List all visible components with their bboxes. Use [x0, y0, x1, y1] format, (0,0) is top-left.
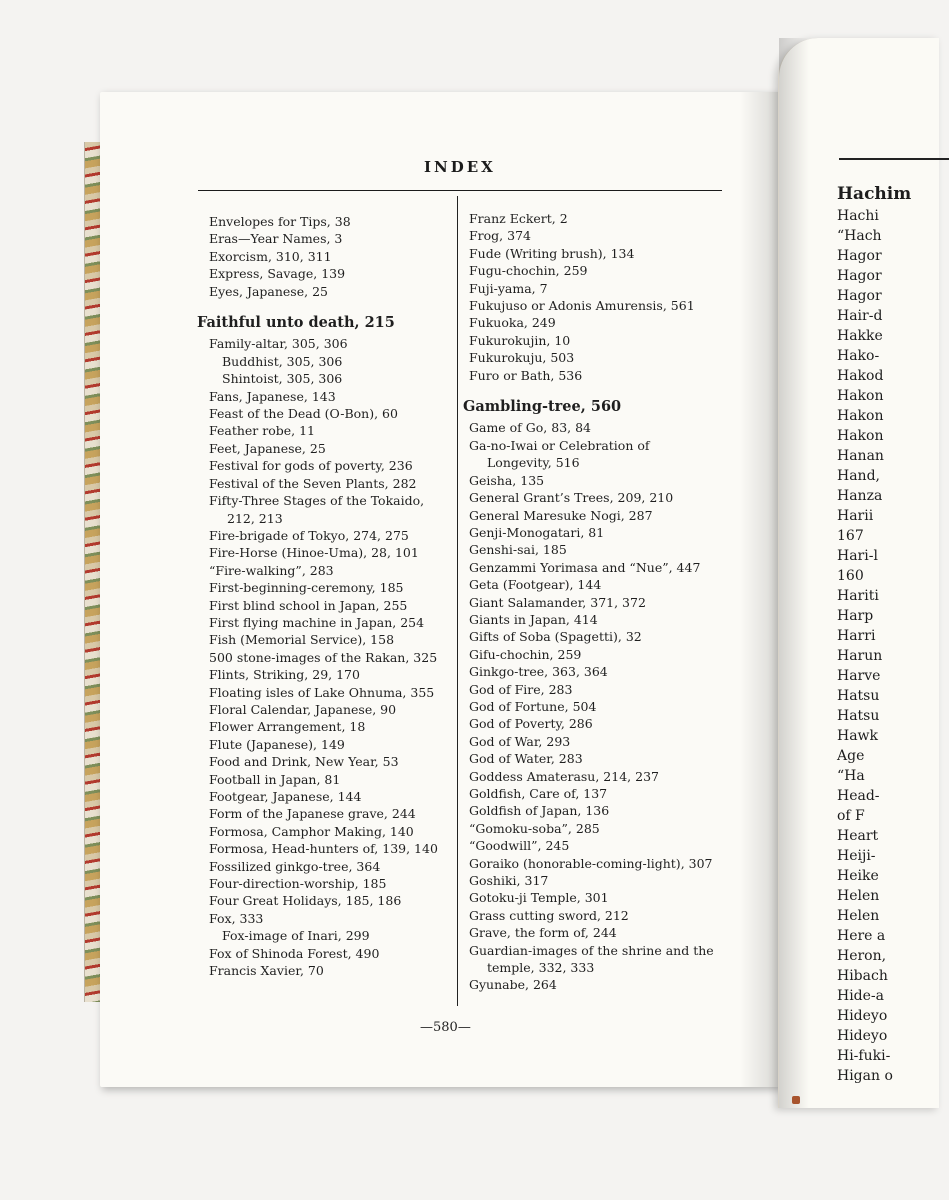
- index-entry: First blind school in Japan, 255: [209, 597, 408, 613]
- index-entry: Hako-: [837, 348, 880, 364]
- index-entry: Hakod: [837, 368, 884, 384]
- index-entry: Eyes, Japanese, 25: [209, 283, 328, 299]
- index-entry: Hatsu: [837, 708, 880, 724]
- index-entry: Heike: [837, 868, 879, 884]
- index-heading: Gambling-tree, 560: [463, 398, 622, 416]
- index-entry: Hand,: [837, 468, 880, 484]
- index-entry: God of Water, 283: [469, 751, 583, 767]
- index-entry: God of Fire, 283: [469, 681, 573, 697]
- book-tailband: [792, 1096, 800, 1104]
- index-entry: Fox of Shinoda Forest, 490: [209, 945, 380, 961]
- index-entry: Gyunabe, 264: [469, 977, 557, 993]
- index-entry: Fire-Horse (Hinoe-Uma), 28, 101: [209, 545, 419, 561]
- index-entry: General Maresuke Nogi, 287: [469, 507, 653, 523]
- index-entry: Buddhist, 305, 306: [222, 353, 343, 369]
- index-entry: Heron,: [837, 948, 887, 964]
- index-entry: Feast of the Dead (O-Bon), 60: [209, 406, 398, 422]
- index-entry: Express, Savage, 139: [209, 266, 346, 282]
- index-entry: Hanan: [837, 448, 884, 464]
- index-entry: Grave, the form of, 244: [469, 925, 617, 941]
- index-entry: Giants in Japan, 414: [469, 611, 598, 627]
- index-entry: Hakon: [837, 388, 884, 404]
- index-entry: Fifty-Three Stages of the Tokaido, 212, 213: [209, 493, 425, 526]
- right-page: [778, 38, 939, 1108]
- index-entry: Fukuoka, 249: [469, 315, 556, 331]
- index-heading: Hachim: [837, 184, 912, 204]
- column-divider: [457, 196, 458, 1006]
- index-entry: Gifts of Soba (Spagetti), 32: [469, 629, 642, 645]
- index-entry: Hide-a: [837, 988, 885, 1004]
- index-entry: Age: [837, 748, 865, 764]
- index-entry: Fude (Writing brush), 134: [469, 245, 635, 261]
- index-entry: Envelopes for Tips, 38: [209, 214, 351, 229]
- index-entry: Fire-brigade of Tokyo, 274, 275: [209, 527, 409, 543]
- index-entry: First flying machine in Japan, 254: [209, 614, 425, 630]
- index-entry: Hakke: [837, 328, 883, 344]
- index-entry: Festival of the Seven Plants, 282: [209, 475, 417, 491]
- index-entry: God of War, 293: [469, 733, 571, 749]
- index-entry: Guardian-images of the shrine and the temple, 332, 333: [469, 942, 714, 976]
- index-entry: Gifu-chochin, 259: [469, 646, 582, 662]
- index-entry: Higan o: [837, 1068, 893, 1084]
- index-entry: Goshiki, 317: [469, 873, 549, 889]
- index-entry: Hakon: [837, 408, 884, 424]
- index-entry: God of Fortune, 504: [469, 698, 597, 714]
- index-entry: 500 stone-images of the Rakan, 325: [209, 649, 438, 665]
- page-number: —580—: [420, 1020, 471, 1035]
- index-entry: Hi-fuki-: [837, 1048, 891, 1064]
- index-entry: Hari-l: [837, 548, 878, 564]
- index-entry: Flute (Japanese), 149: [209, 736, 345, 752]
- index-entry: Giant Salamander, 371, 372: [469, 594, 646, 610]
- index-entry: Fans, Japanese, 143: [209, 388, 336, 404]
- index-entry: General Grant’s Trees, 209, 210: [469, 490, 674, 506]
- index-entry: Fukurokuju, 503: [469, 350, 575, 366]
- index-entry: Genshi-sai, 185: [469, 542, 567, 558]
- index-entry: Family-altar, 305, 306: [209, 336, 348, 352]
- index-column-left: [197, 213, 454, 979]
- index-entry: Fuji-yama, 7: [469, 280, 548, 296]
- index-entry: First-beginning-ceremony, 185: [209, 580, 404, 596]
- right-page-head-rule: [839, 158, 949, 160]
- index-entry: Festival for gods of poverty, 236: [209, 458, 413, 474]
- index-entry: Fish (Memorial Service), 158: [209, 632, 395, 648]
- index-entry: Fossilized ginkgo-tree, 364: [209, 858, 381, 874]
- index-entry: Here a: [837, 928, 886, 944]
- index-entry: Harun: [837, 648, 883, 664]
- index-entry: Floral Calendar, Japanese, 90: [209, 701, 397, 717]
- index-entry: “Fire-walking”, 283: [209, 562, 334, 578]
- index-entry: Furo or Bath, 536: [469, 367, 583, 383]
- index-entry: Franz Eckert, 2: [469, 211, 568, 226]
- index-heading: Faithful unto death, 215: [197, 314, 395, 332]
- index-entry: Four-direction-worship, 185: [209, 876, 387, 892]
- index-entry: Genzammi Yorimasa and “Nue”, 447: [469, 559, 701, 575]
- index-entry: God of Poverty, 286: [469, 716, 593, 732]
- index-entry: Helen: [837, 908, 880, 924]
- index-entry: Form of the Japanese grave, 244: [209, 806, 416, 822]
- running-head: INDEX: [424, 158, 496, 176]
- index-entry: Formosa, Head-hunters of, 139, 140: [209, 841, 438, 857]
- index-entry: Floating isles of Lake Ohnuma, 355: [209, 684, 435, 700]
- index-entry: Four Great Holidays, 185, 186: [209, 893, 402, 909]
- index-entry: Goldfish of Japan, 136: [469, 803, 610, 819]
- index-entry: Hatsu: [837, 688, 880, 704]
- index-entry: Harii: [837, 508, 874, 524]
- index-entry: Exorcism, 310, 311: [209, 248, 332, 264]
- index-entry: Ginkgo-tree, 363, 364: [469, 664, 608, 680]
- index-entry: Shintoist, 305, 306: [222, 371, 343, 387]
- index-entry: Flower Arrangement, 18: [209, 719, 366, 735]
- index-entry: Food and Drink, New Year, 53: [209, 754, 399, 770]
- index-entry: 160: [837, 568, 864, 584]
- index-entry: Fukurokujin, 10: [469, 332, 571, 348]
- index-entry: Geta (Footgear), 144: [469, 577, 602, 593]
- index-entry: Feather robe, 11: [209, 423, 316, 439]
- index-entry: Genji-Monogatari, 81: [469, 524, 605, 540]
- index-entry: Fukujuso or Adonis Amurensis, 561: [469, 298, 695, 314]
- index-entry: “Ha: [837, 768, 865, 784]
- facing-page-entries: [837, 184, 911, 1086]
- index-entry: Ga-no-Iwai or Celebration of Longevity, 516: [469, 437, 650, 471]
- index-entry: Footgear, Japanese, 144: [209, 789, 362, 804]
- right-page-gutter-shadow: [779, 38, 809, 1108]
- index-entry: Goddess Amaterasu, 214, 237: [469, 768, 659, 784]
- index-entry: Head-: [837, 788, 880, 804]
- index-entry: Football in Japan, 81: [209, 771, 341, 787]
- index-entry: Heart: [837, 828, 879, 844]
- index-entry: Hagor: [837, 248, 882, 264]
- index-entry: Hair-d: [837, 308, 883, 324]
- index-entry: “Hach: [837, 228, 882, 244]
- index-entry: Formosa, Camphor Making, 140: [209, 823, 414, 839]
- index-entry: Game of Go, 83, 84: [469, 420, 592, 436]
- index-entry: Hagor: [837, 268, 882, 284]
- index-entry: Fox, 333: [209, 910, 264, 926]
- index-entry: Eras—Year Names, 3: [209, 231, 343, 247]
- index-entry: “Goodwill”, 245: [469, 838, 570, 854]
- index-entry: Heiji-: [837, 848, 876, 864]
- index-entry: Harp: [837, 608, 874, 624]
- index-entry: Hachi: [837, 208, 879, 224]
- index-entry: Hibach: [837, 968, 888, 984]
- index-entry: Hagor: [837, 288, 882, 304]
- index-entry: Harri: [837, 628, 876, 644]
- index-column-right: [463, 210, 717, 994]
- head-rule: [198, 190, 722, 191]
- index-entry: Hideyo: [837, 1028, 888, 1044]
- index-entry: Hariti: [837, 588, 879, 604]
- index-entry: Fox-image of Inari, 299: [222, 928, 370, 944]
- index-entry: Goraiko (honorable-coming-light), 307: [469, 855, 713, 871]
- index-entry: Geisha, 135: [469, 472, 545, 488]
- index-entry: Grass cutting sword, 212: [469, 907, 629, 923]
- index-entry: Flints, Striking, 29, 170: [209, 667, 360, 683]
- index-entry: Goldfish, Care of, 137: [469, 786, 608, 801]
- index-entry: Gotoku-ji Temple, 301: [469, 890, 609, 906]
- index-entry: Feet, Japanese, 25: [209, 440, 326, 456]
- index-entry: Hideyo: [837, 1008, 888, 1024]
- index-entry: Hawk: [837, 728, 879, 744]
- index-entry: of F: [837, 808, 865, 824]
- index-entry: Harve: [837, 668, 881, 684]
- index-entry: 167: [837, 528, 864, 544]
- index-entry: Helen: [837, 888, 880, 904]
- index-entry: Frog, 374: [469, 228, 531, 244]
- index-entry: “Gomoku-soba”, 285: [469, 820, 600, 836]
- index-entry: Hakon: [837, 428, 884, 444]
- index-entry: Francis Xavier, 70: [209, 963, 324, 979]
- index-entry: Hanza: [837, 488, 883, 504]
- gutter-shadow: [740, 92, 780, 1087]
- index-entry: Fugu-chochin, 259: [469, 263, 588, 279]
